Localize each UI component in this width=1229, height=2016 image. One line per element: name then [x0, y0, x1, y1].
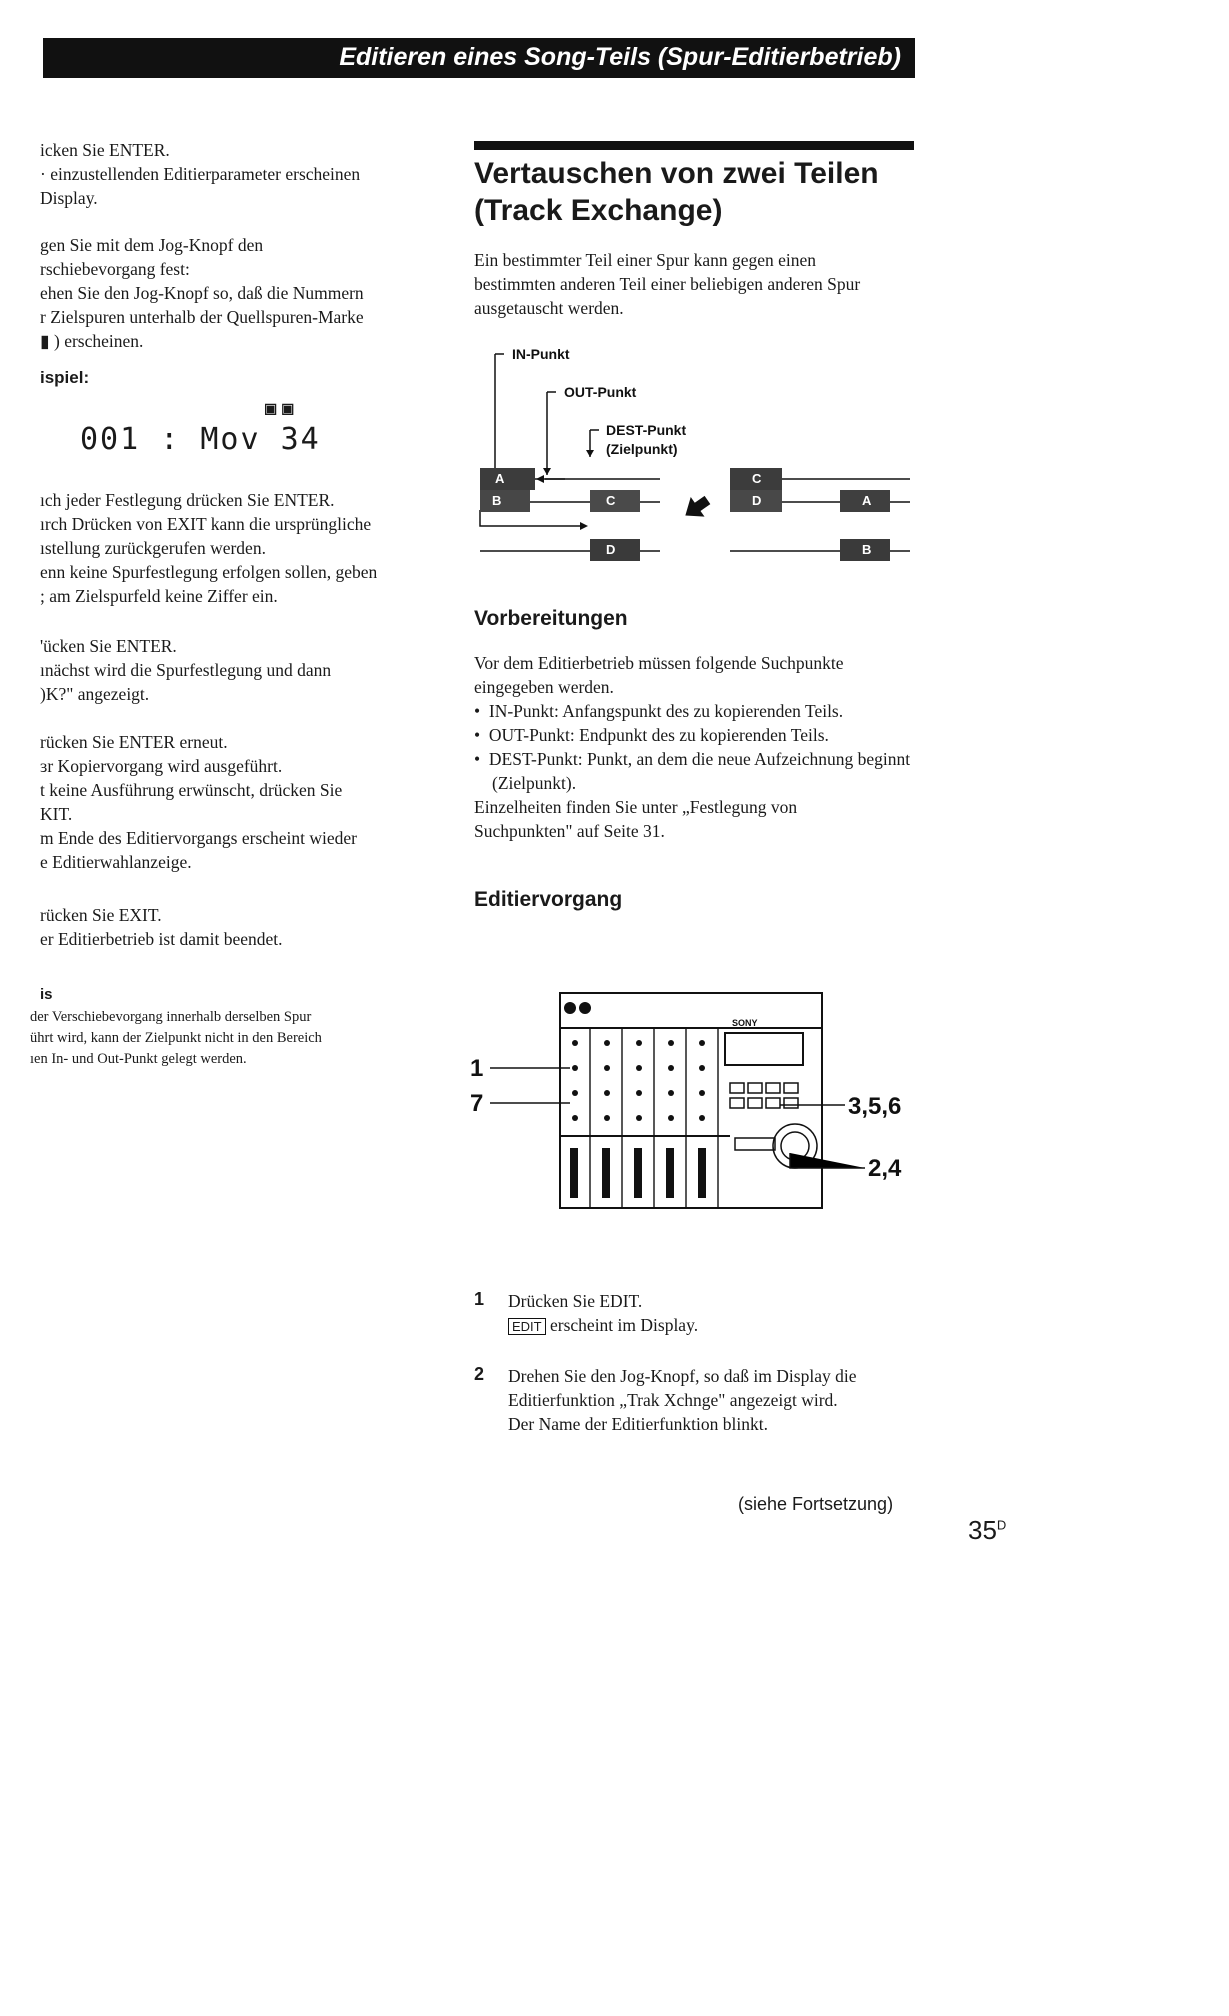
text-line: Drücken Sie EDIT.: [508, 1291, 643, 1311]
text-line: ausgetauscht werden.: [474, 298, 624, 318]
text-line: Display.: [40, 188, 98, 208]
edit-indicator-badge: EDIT: [508, 1318, 546, 1335]
bullet-item: • OUT-Punkt: Endpunkt des zu kopierenden Teils.: [474, 725, 829, 745]
bullet-item: • IN-Punkt: Anfangspunkt des zu kopierenden Teils.: [474, 701, 844, 721]
dest-point-label: DEST-Punkt: [606, 422, 687, 438]
in-point-label: IN-Punkt: [512, 346, 570, 362]
text-line: enn keine Spurfestlegung erfolgen sollen, geben: [40, 562, 378, 582]
dest-point-sublabel: (Zielpunkt): [606, 441, 678, 457]
text-line: rschiebevorgang fest:: [40, 259, 190, 279]
text-line: ührt wird, kann der Zielpunkt nicht in den Bereich: [30, 1030, 322, 1046]
callout-1: 1: [470, 1055, 484, 1082]
block-c-label: C: [606, 493, 616, 508]
text-line: ırch Drücken von EXIT kann die ursprüngliche: [40, 514, 372, 534]
callout-7: 7: [470, 1090, 484, 1117]
callout-356: 3,5,6: [848, 1093, 902, 1120]
text-line: e Editierwahlanzeige.: [40, 852, 192, 872]
text-line: Einzelheiten finden Sie unter „Festlegung von: [474, 797, 798, 817]
text-line: gen Sie mit dem Jog-Knopf den: [40, 235, 264, 255]
text-line: rücken Sie ENTER erneut.: [40, 732, 228, 752]
example-label: ispiel:: [40, 368, 90, 387]
text-line: KIT.: [40, 804, 73, 824]
block-b: [480, 490, 530, 512]
chapter-title: Editieren eines Song-Teils (Spur-Editierbetrieb): [339, 43, 901, 71]
text-line: · einzustellenden Editierparameter erscheinen: [40, 164, 361, 184]
block-a-after-label: A: [862, 493, 872, 508]
callout-24-line: [790, 1153, 865, 1168]
text-line: Suchpunkten" auf Seite 31.: [474, 821, 665, 841]
device-brand: SONY: [732, 1018, 758, 1028]
text-line: rücken Sie EXIT.: [40, 905, 162, 925]
text-line: )K?" angezeigt.: [40, 684, 150, 704]
title-line: (Track Exchange): [474, 194, 723, 227]
text-line: der Verschiebevorgang innerhalb derselben Spur: [30, 1009, 312, 1025]
left-step-text-5: [40, 730, 450, 874]
text-line: ıen In- und Out-Punkt gelegt werden.: [30, 1051, 247, 1067]
continued-note: (siehe Fortsetzung): [738, 1494, 894, 1514]
text-line: r Zielspuren unterhalb der Quellspuren-Marke: [40, 307, 364, 327]
text-line: icken Sie ENTER.: [40, 140, 170, 160]
track-exchange-diagram: [470, 340, 920, 570]
text-line: bestimmten anderen Teil einer beliebigen anderen Spur: [474, 274, 861, 294]
text-line: ehen Sie den Jog-Knopf so, daß die Nummern: [40, 283, 364, 303]
knob-dots: [564, 1002, 705, 1121]
block-a-label: A: [495, 471, 505, 486]
block-c-after-label: C: [752, 471, 762, 486]
page-number: $35^D$: [968, 1515, 1007, 1545]
block-a: [480, 468, 535, 490]
transform-arrow-icon: [678, 490, 714, 525]
section-title: [474, 155, 879, 229]
text-line: Drehen Sie den Jog-Knopf, so daß im Display die: [508, 1366, 857, 1386]
title-line: Vertauschen von zwei Teilen: [474, 157, 879, 190]
note-heading: is: [40, 986, 53, 1003]
prep-text: [474, 651, 924, 843]
text-line: Vor dem Editierbetrieb müssen folgende Suchpunkte: [474, 653, 844, 673]
lcd-display-example: 001 : Mov 34: [80, 422, 321, 457]
device-body: [560, 993, 822, 1208]
left-step-text-2: [40, 233, 440, 353]
text-line: ıch jeder Festlegung drücken Sie ENTER.: [40, 490, 335, 510]
chapter-banner: [43, 38, 915, 78]
block-d-after-label: D: [752, 493, 762, 508]
procedure-heading: Editiervorgang: [474, 888, 623, 911]
text-line: ɜr Kopiervorgang wird ausgeführt.: [40, 756, 283, 776]
text-line: m Ende des Editiervorgangs erscheint wieder: [40, 828, 358, 848]
text-line: Ein bestimmter Teil einer Spur kann gegen einen: [474, 250, 817, 270]
left-step-text-4: [40, 634, 440, 706]
block-b-label: B: [492, 493, 502, 508]
block-d-label: D: [606, 542, 616, 557]
text-line: ınächst wird die Spurfestlegung und dann: [40, 660, 332, 680]
mixer-device-illustration: [470, 988, 930, 1228]
prep-heading: Vorbereitungen: [474, 607, 628, 630]
out-point-label: OUT-Punkt: [564, 384, 637, 400]
text-line: er Editierbetrieb ist damit beendet.: [40, 929, 283, 949]
bullet-item: • DEST-Punkt: Punkt, an dem die neue Aufzeichnung beginnt (Zielpunkt).: [474, 749, 911, 793]
text-line: 'ücken Sie ENTER.: [40, 636, 177, 656]
page-suffix: D: [996, 1517, 1007, 1533]
text-line: ; am Zielspurfeld keine Ziffer ein.: [40, 586, 278, 606]
text-line: t keine Ausführung erwünscht, drücken Sie: [40, 780, 343, 800]
section-intro: [474, 248, 924, 320]
step-1-text: [508, 1289, 928, 1339]
block-b-after-label: B: [862, 542, 872, 557]
left-step-text-3: [40, 488, 450, 608]
text-line: ▮ ) erscheinen.: [40, 331, 144, 351]
left-step-text-6: [40, 903, 440, 951]
text-line: ıstellung zurückgerufen werden.: [40, 538, 266, 558]
section-rule: [474, 141, 914, 150]
note-text: [30, 1007, 430, 1070]
step-2-text: [508, 1364, 928, 1436]
step-number-2: 2: [474, 1364, 485, 1384]
device-display: [725, 1033, 803, 1065]
step-number-1: 1: [474, 1289, 485, 1309]
callout-24: 2,4: [868, 1155, 902, 1182]
left-step-text-1: [40, 138, 440, 210]
text-line: EDIT erscheint im Display.: [508, 1313, 928, 1339]
text-line: eingegeben werden.: [474, 677, 614, 697]
text-line: Der Name der Editierfunktion blinkt.: [508, 1414, 768, 1434]
text-line: Editierfunktion „Trak Xchnge" angezeigt wird.: [508, 1390, 838, 1410]
display-track-marks: ▣ ▣: [264, 400, 295, 416]
